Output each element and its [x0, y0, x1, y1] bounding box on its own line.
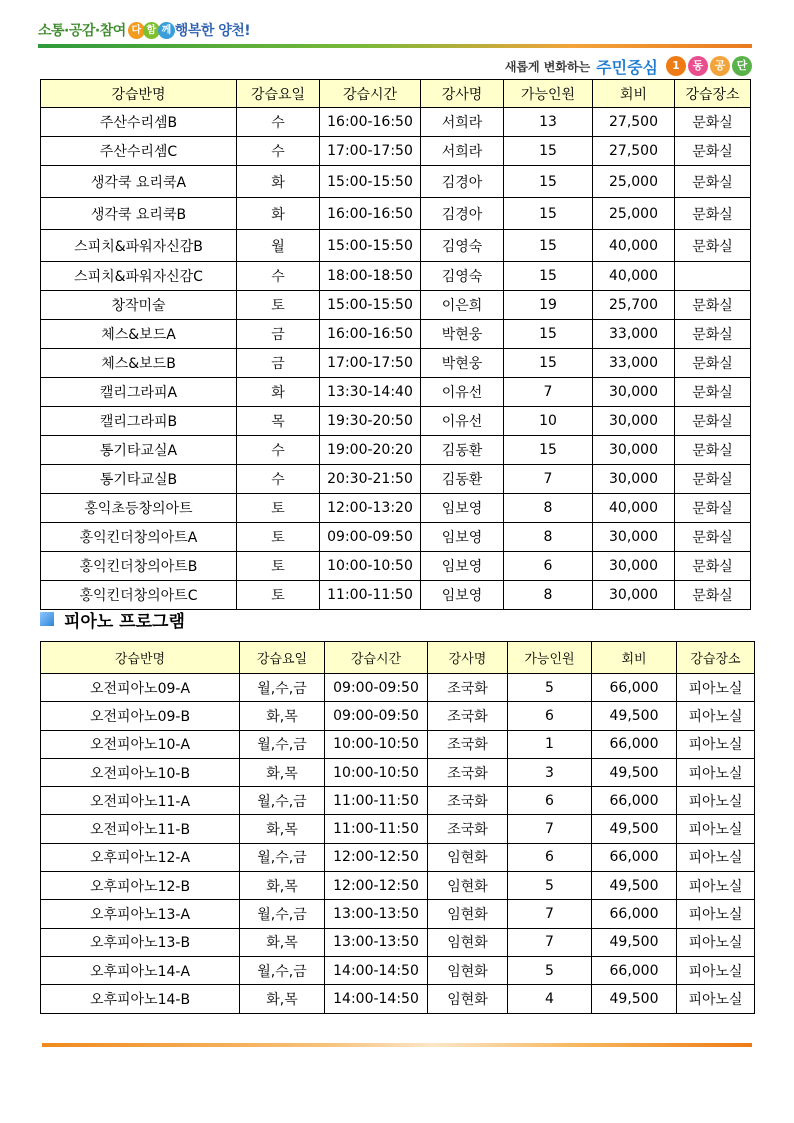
table-cell: 김영숙	[421, 230, 504, 262]
table-cell: 홍익초등창의아트	[41, 494, 237, 523]
table-cell: 문화실	[675, 523, 751, 552]
table-cell: 10:00-10:50	[325, 730, 428, 758]
table-cell: 오전피아노11-B	[41, 815, 240, 843]
table-row	[41, 872, 755, 900]
table-cell: 10	[504, 407, 593, 436]
footer-bar	[42, 1043, 752, 1047]
table-row	[41, 494, 751, 523]
table-cell: 30,000	[593, 436, 675, 465]
table-cell: 3	[508, 758, 592, 786]
table-row	[41, 815, 755, 843]
table-cell: 15:00-15:50	[320, 166, 421, 198]
table-cell: 피아노실	[677, 985, 755, 1013]
table-cell: 문화실	[675, 494, 751, 523]
table-cell: 문화실	[675, 198, 751, 230]
table-row	[41, 552, 751, 581]
table-cell: 수	[237, 436, 320, 465]
table-cell: 주산수리셈B	[41, 108, 237, 137]
table-cell: 서희라	[421, 108, 504, 137]
subhead-text: 새롭게 변화하는	[504, 59, 591, 74]
table-cell: 16:00-16:50	[320, 108, 421, 137]
table-cell: 피아노실	[677, 787, 755, 815]
table-cell: 문화실	[675, 320, 751, 349]
table-cell: 홍익킨더창의아트A	[41, 523, 237, 552]
table-row	[41, 407, 751, 436]
table-cell: 피아노실	[677, 872, 755, 900]
table-cell: 30,000	[593, 523, 675, 552]
table-cell: 토	[237, 581, 320, 610]
table-cell: 20:30-21:50	[320, 465, 421, 494]
section-title	[40, 608, 185, 630]
table-cell: 4	[508, 985, 592, 1013]
table-row	[41, 758, 755, 786]
table-cell: 박현웅	[421, 320, 504, 349]
table-row	[41, 900, 755, 928]
table-cell: 16:00-16:50	[320, 320, 421, 349]
table-cell: 스피치&파워자신감B	[41, 230, 237, 262]
table-cell: 17:00-17:50	[320, 137, 421, 166]
table-cell: 임현화	[428, 900, 508, 928]
table-cell: 8	[504, 494, 593, 523]
table-cell: 15:00-15:50	[320, 291, 421, 320]
table-cell: 캘리그라피A	[41, 378, 237, 407]
table-cell: 수	[237, 465, 320, 494]
table-cell: 오후피아노12-A	[41, 843, 240, 871]
table-cell: 조국화	[428, 787, 508, 815]
column-header: 강습요일	[237, 80, 320, 108]
subhead-badge-icon: 1 동 공 단	[664, 56, 752, 76]
table-cell: 66,000	[592, 730, 677, 758]
program-table	[40, 79, 751, 610]
table-cell: 임보영	[421, 494, 504, 523]
table-cell: 문화실	[675, 581, 751, 610]
table-cell: 문화실	[675, 230, 751, 262]
table-cell: 18:00-18:50	[320, 262, 421, 291]
table-cell: 8	[504, 581, 593, 610]
table-cell: 19:30-20:50	[320, 407, 421, 436]
table-cell: 19	[504, 291, 593, 320]
table-cell: 5	[508, 872, 592, 900]
table-cell: 토	[237, 494, 320, 523]
table-cell: 문화실	[675, 436, 751, 465]
table-cell: 홍익킨더창의아트B	[41, 552, 237, 581]
table-cell: 오후피아노13-B	[41, 928, 240, 956]
table-cell: 15	[504, 436, 593, 465]
table-cell: 5	[508, 674, 592, 702]
table-row	[41, 291, 751, 320]
table-row	[41, 465, 751, 494]
table-cell: 체스&보드A	[41, 320, 237, 349]
table-cell: 임현화	[428, 956, 508, 984]
header-bar	[38, 44, 752, 48]
table-cell: 월,수,금	[240, 843, 325, 871]
table-cell: 30,000	[593, 552, 675, 581]
table-cell: 49,500	[592, 815, 677, 843]
table-cell: 월,수,금	[240, 730, 325, 758]
table-cell: 66,000	[592, 843, 677, 871]
table-cell: 캘리그라피B	[41, 407, 237, 436]
table-cell: 월	[237, 230, 320, 262]
table-cell: 문화실	[675, 407, 751, 436]
table-cell: 피아노실	[677, 758, 755, 786]
table-cell: 오후피아노14-A	[41, 956, 240, 984]
subhead-strong: 주민중심	[596, 57, 658, 77]
table-row	[41, 956, 755, 984]
column-header: 강습장소	[677, 642, 755, 674]
table-row	[41, 787, 755, 815]
table-cell: 10:00-10:50	[325, 758, 428, 786]
table-cell: 월,수,금	[240, 674, 325, 702]
table-cell: 서희라	[421, 137, 504, 166]
table-cell: 임현화	[428, 985, 508, 1013]
table-cell: 19:00-20:20	[320, 436, 421, 465]
table-cell: 김동환	[421, 436, 504, 465]
table-cell: 33,000	[593, 349, 675, 378]
table-cell: 14:00-14:50	[325, 985, 428, 1013]
table-cell: 30,000	[593, 378, 675, 407]
table-cell: 12:00-13:20	[320, 494, 421, 523]
table-cell: 40,000	[593, 230, 675, 262]
table-row	[41, 928, 755, 956]
column-header: 강습장소	[675, 80, 751, 108]
table-cell: 15	[504, 230, 593, 262]
table-cell: 49,500	[592, 758, 677, 786]
table-cell: 66,000	[592, 674, 677, 702]
header-slogan	[38, 18, 250, 42]
table-cell: 7	[508, 900, 592, 928]
table-cell: 7	[508, 815, 592, 843]
table-cell: 이유선	[421, 378, 504, 407]
table-cell: 금	[237, 320, 320, 349]
table-cell: 25,000	[593, 198, 675, 230]
column-header: 강사명	[428, 642, 508, 674]
column-header: 강사명	[421, 80, 504, 108]
table-cell: 금	[237, 349, 320, 378]
column-header: 강습시간	[320, 80, 421, 108]
table-cell: 30,000	[593, 465, 675, 494]
table-cell: 수	[237, 137, 320, 166]
piano-program-table	[40, 641, 755, 1014]
table-cell: 66,000	[592, 956, 677, 984]
table-cell: 김경아	[421, 166, 504, 198]
table-cell: 13:00-13:50	[325, 900, 428, 928]
table-row	[41, 674, 755, 702]
table-cell: 피아노실	[677, 730, 755, 758]
table-cell: 30,000	[593, 407, 675, 436]
table-cell: 창작미술	[41, 291, 237, 320]
table-row	[41, 985, 755, 1013]
table-row	[41, 843, 755, 871]
table-cell: 30,000	[593, 581, 675, 610]
square-bullet-icon	[40, 612, 54, 626]
column-header: 회비	[592, 642, 677, 674]
table-cell: 오전피아노10-B	[41, 758, 240, 786]
table-cell: 문화실	[675, 552, 751, 581]
table-cell: 66,000	[592, 787, 677, 815]
table-cell: 월,수,금	[240, 900, 325, 928]
table-row	[41, 523, 751, 552]
table-row	[41, 702, 755, 730]
table-row	[41, 108, 751, 137]
table-cell: 수	[237, 262, 320, 291]
table-cell: 홍익킨더창의아트C	[41, 581, 237, 610]
table-cell: 6	[508, 843, 592, 871]
table-cell: 5	[508, 956, 592, 984]
table-cell: 문화실	[675, 378, 751, 407]
table-cell: 화,목	[240, 872, 325, 900]
table-cell: 문화실	[675, 137, 751, 166]
table-cell: 수	[237, 108, 320, 137]
table-cell: 조국화	[428, 730, 508, 758]
table-cell: 09:00-09:50	[325, 702, 428, 730]
table-cell: 화	[237, 166, 320, 198]
table-cell: 김영숙	[421, 262, 504, 291]
table-cell: 15	[504, 137, 593, 166]
table-cell: 김동환	[421, 465, 504, 494]
table-row	[41, 137, 751, 166]
column-header: 회비	[593, 80, 675, 108]
table-cell: 오전피아노09-B	[41, 702, 240, 730]
column-header: 강습반명	[41, 642, 240, 674]
table-cell: 17:00-17:50	[320, 349, 421, 378]
table-cell: 화,목	[240, 702, 325, 730]
table-cell: 이유선	[421, 407, 504, 436]
table-cell: 6	[504, 552, 593, 581]
table-cell: 오전피아노09-A	[41, 674, 240, 702]
slogan-text-2: 행복한 양천!	[174, 23, 251, 39]
table-cell: 오후피아노13-A	[41, 900, 240, 928]
table-cell: 49,500	[592, 872, 677, 900]
table-cell: 11:00-11:50	[320, 581, 421, 610]
table-cell: 문화실	[675, 166, 751, 198]
table-cell: 40,000	[593, 262, 675, 291]
table-cell: 피아노실	[677, 928, 755, 956]
table-cell: 화	[237, 378, 320, 407]
column-header: 강습반명	[41, 80, 237, 108]
table-cell: 13:30-14:40	[320, 378, 421, 407]
table-cell: 16:00-16:50	[320, 198, 421, 230]
table-cell: 피아노실	[677, 956, 755, 984]
table-cell: 조국화	[428, 815, 508, 843]
table-cell: 14:00-14:50	[325, 956, 428, 984]
table-cell: 15	[504, 320, 593, 349]
table-row	[41, 581, 751, 610]
table-cell: 오전피아노10-A	[41, 730, 240, 758]
column-header: 가능인원	[508, 642, 592, 674]
table-cell: 33,000	[593, 320, 675, 349]
table-cell: 주산수리셈C	[41, 137, 237, 166]
table-cell: 화	[237, 198, 320, 230]
column-header: 가능인원	[504, 80, 593, 108]
table-cell: 생각쿡 요리쿡B	[41, 198, 237, 230]
table-cell: 피아노실	[677, 843, 755, 871]
table-cell: 오후피아노12-B	[41, 872, 240, 900]
table-cell: 6	[508, 787, 592, 815]
table-cell: 통기타교실A	[41, 436, 237, 465]
table-cell: 임보영	[421, 581, 504, 610]
slogan-badge-icon: 다 함 께	[128, 22, 173, 39]
table-cell	[675, 262, 751, 291]
table-cell: 15:00-15:50	[320, 230, 421, 262]
table-row	[41, 262, 751, 291]
table-cell: 피아노실	[677, 702, 755, 730]
table-cell: 8	[504, 523, 593, 552]
table-cell: 15	[504, 262, 593, 291]
table-cell: 25,000	[593, 166, 675, 198]
table-cell: 임현화	[428, 843, 508, 871]
table-cell: 임현화	[428, 928, 508, 956]
table-cell: 13	[504, 108, 593, 137]
table-cell: 체스&보드B	[41, 349, 237, 378]
column-header: 강습요일	[240, 642, 325, 674]
table-row	[41, 198, 751, 230]
table-cell: 조국화	[428, 702, 508, 730]
table-cell: 임보영	[421, 523, 504, 552]
table-cell: 문화실	[675, 349, 751, 378]
table-cell: 09:00-09:50	[320, 523, 421, 552]
table-cell: 15	[504, 349, 593, 378]
subhead	[505, 54, 752, 78]
table-cell: 임현화	[428, 872, 508, 900]
table-cell: 통기타교실B	[41, 465, 237, 494]
table-cell: 27,500	[593, 108, 675, 137]
table-cell: 토	[237, 523, 320, 552]
table-cell: 화,목	[240, 928, 325, 956]
column-header: 강습시간	[325, 642, 428, 674]
table-cell: 27,500	[593, 137, 675, 166]
table-cell: 오후피아노14-B	[41, 985, 240, 1013]
table-cell: 문화실	[675, 108, 751, 137]
table-cell: 40,000	[593, 494, 675, 523]
table-cell: 임보영	[421, 552, 504, 581]
table-cell: 12:00-12:50	[325, 872, 428, 900]
table-cell: 7	[508, 928, 592, 956]
table-cell: 목	[237, 407, 320, 436]
table-cell: 15	[504, 166, 593, 198]
table-cell: 생각쿡 요리쿡A	[41, 166, 237, 198]
table-cell: 49,500	[592, 702, 677, 730]
table-cell: 25,700	[593, 291, 675, 320]
table-cell: 토	[237, 291, 320, 320]
table-cell: 화,목	[240, 758, 325, 786]
table-cell: 09:00-09:50	[325, 674, 428, 702]
table-row	[41, 436, 751, 465]
table-cell: 김경아	[421, 198, 504, 230]
table-cell: 화,목	[240, 985, 325, 1013]
table-cell: 문화실	[675, 291, 751, 320]
table-cell: 문화실	[675, 465, 751, 494]
table-row	[41, 230, 751, 262]
table-cell: 피아노실	[677, 900, 755, 928]
table-cell: 토	[237, 552, 320, 581]
table-cell: 15	[504, 198, 593, 230]
table-cell: 7	[504, 378, 593, 407]
table-cell: 월,수,금	[240, 787, 325, 815]
table-row	[41, 320, 751, 349]
table-cell: 6	[508, 702, 592, 730]
table-cell: 7	[504, 465, 593, 494]
table-cell: 66,000	[592, 900, 677, 928]
slogan-text: 소통·공감·참여	[38, 23, 126, 39]
table-cell: 12:00-12:50	[325, 843, 428, 871]
table-row	[41, 730, 755, 758]
table-cell: 10:00-10:50	[320, 552, 421, 581]
table-cell: 49,500	[592, 985, 677, 1013]
table-cell: 월,수,금	[240, 956, 325, 984]
table-cell: 11:00-11:50	[325, 787, 428, 815]
table-cell: 11:00-11:50	[325, 815, 428, 843]
table-cell: 13:00-13:50	[325, 928, 428, 956]
table-cell: 조국화	[428, 674, 508, 702]
table-cell: 피아노실	[677, 674, 755, 702]
table-cell: 1	[508, 730, 592, 758]
table-row	[41, 349, 751, 378]
table-row	[41, 378, 751, 407]
section-title-text: 피아노 프로그램	[64, 611, 185, 632]
table-cell: 49,500	[592, 928, 677, 956]
table-cell: 이은희	[421, 291, 504, 320]
table-cell: 피아노실	[677, 815, 755, 843]
table-cell: 조국화	[428, 758, 508, 786]
table-cell: 스피치&파워자신감C	[41, 262, 237, 291]
table-cell: 화,목	[240, 815, 325, 843]
table-cell: 박현웅	[421, 349, 504, 378]
table-row	[41, 166, 751, 198]
table-cell: 오전피아노11-A	[41, 787, 240, 815]
